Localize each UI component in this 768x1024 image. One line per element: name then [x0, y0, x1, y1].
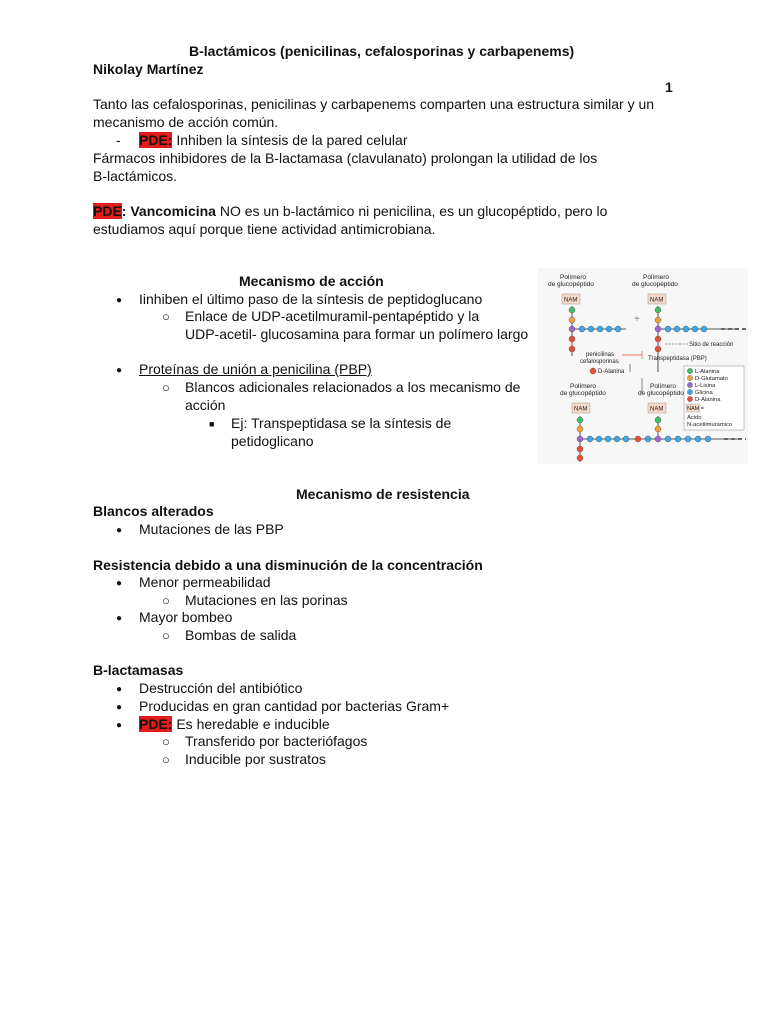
legend-swatch-d-alanine: [687, 396, 692, 401]
polymer-label: Polímero: [570, 383, 597, 390]
nam-label: NAM: [650, 297, 664, 304]
legend-label: D-Alanina: [695, 397, 721, 403]
glycine-dot: [665, 326, 671, 332]
polymer-label: Polímero: [560, 274, 587, 281]
l-lysine-dot: [577, 436, 583, 442]
list-item: Bombas de salida: [185, 627, 297, 643]
drug-label: cefalosporinas: [580, 359, 619, 365]
legend-label: Glicina: [695, 390, 713, 396]
bullet-marker: [116, 609, 122, 625]
legend-label: N-acetilmurámico: [687, 422, 733, 428]
circle-marker: [162, 592, 170, 608]
plus-sign: +: [634, 314, 640, 325]
bullet-marker: [116, 521, 122, 537]
intro-line: Fármacos inhibidores de la B-lactamasa (clavulanato) prolongan la utilidad de los: [93, 150, 598, 166]
glycine-dot: [675, 436, 681, 442]
subsection-heading: Blancos alterados: [93, 503, 214, 519]
section-heading: Mecanismo de acción: [239, 273, 384, 289]
vancomicina-label: Vancomicina: [130, 203, 216, 219]
l-alanine-dot: [577, 417, 583, 423]
list-item: Blancos adicionales relacionados a los mecanismo de: [185, 379, 521, 395]
legend-label: Ácido: [687, 415, 702, 421]
glycine-dot: [674, 326, 680, 332]
subsection-heading: Resistencia debido a una disminución de la concentración: [93, 557, 483, 573]
glycine-dot: [701, 326, 707, 332]
d-alanine-dot: [577, 446, 583, 452]
glycine-dot: [695, 436, 701, 442]
polymer-label: de glucopéptido: [560, 390, 606, 397]
circle-marker: [162, 751, 170, 767]
glycine-dot: [614, 436, 620, 442]
pde-list-item: [139, 716, 330, 732]
peptidoglycan-diagram: [538, 268, 748, 464]
glycine-dot: [605, 436, 611, 442]
nam-label: NAM: [650, 406, 664, 413]
page-number: 1: [665, 79, 673, 95]
polymer-label: Polímero: [650, 383, 677, 390]
l-lysine-dot: [569, 326, 575, 332]
intro-line: mecanismo de acción común.: [93, 114, 279, 130]
circle-marker: [162, 308, 170, 324]
list-item: Menor permeabilidad: [139, 574, 271, 590]
list-item-continued: acción: [185, 397, 226, 413]
subsection-heading: B-lactamasas: [93, 662, 184, 678]
l-lysine-dot: [655, 326, 661, 332]
legend-swatch-d-glutamate: [687, 375, 692, 380]
glycine-dot: [623, 436, 629, 442]
author-name: Nikolay Martínez: [93, 61, 204, 77]
polymer-label: de glucopéptido: [632, 281, 678, 288]
d-alanine-label: D-Alanina: [598, 369, 625, 375]
d-alanine-dot: [635, 436, 641, 442]
legend-swatch-l-alanine: [687, 368, 692, 373]
glycine-dot: [705, 436, 711, 442]
list-item: Mutaciones de las PBP: [139, 521, 284, 537]
d-glutamate-dot: [655, 317, 661, 323]
pde-colon: :: [121, 203, 131, 219]
bullet-marker: [116, 574, 122, 590]
legend-label: L-Alanina: [695, 369, 720, 375]
legend-label: D-Glutamato: [695, 376, 728, 382]
bullet-marker: [116, 698, 122, 714]
section-heading: Mecanismo de resistencia: [296, 486, 470, 502]
legend-swatch-l-lysine: [687, 382, 692, 387]
polymer-label: de glucopéptido: [548, 281, 594, 288]
l-alanine-dot: [655, 307, 661, 313]
polymer-label: Polímero: [643, 274, 670, 281]
list-item: Inducible por sustratos: [185, 751, 326, 767]
l-alanine-dot: [655, 417, 661, 423]
legend-swatch-glycine: [687, 389, 692, 394]
list-item: Mayor bombeo: [139, 609, 233, 625]
d-alanine-dot: [655, 346, 661, 352]
list-item-continued: UDP-acetil- glucosamina para formar un polímero largo: [185, 326, 529, 342]
l-alanine-dot: [569, 307, 575, 313]
drug-label: penicilinas: [586, 352, 615, 358]
nam-label: NAM: [564, 297, 578, 304]
glycine-dot: [588, 326, 594, 332]
square-marker: [209, 415, 214, 431]
glycine-dot: [645, 436, 651, 442]
released-d-alanine-dot: [590, 368, 596, 374]
list-item-continued: petidoglicano: [231, 433, 314, 449]
pde-tag: PDE:: [139, 716, 173, 732]
glycine-dot: [685, 436, 691, 442]
list-item: Enlace de UDP-acetilmuramil-pentapéptido y la: [185, 308, 480, 324]
glycine-dot: [692, 326, 698, 332]
d-glutamate-dot: [569, 317, 575, 323]
pde-text: Inhiben la síntesis de la pared celular: [172, 132, 408, 148]
glycine-dot: [596, 436, 602, 442]
reaction-site-label: Sitio de reacción: [689, 342, 734, 348]
bullet-marker: [116, 680, 122, 696]
d-alanine-dot: [655, 336, 661, 342]
list-item: Transferido por bacteriófagos: [185, 733, 368, 749]
list-item: Producidas en gran cantidad por bacterias Gram+: [139, 698, 450, 714]
pde-tag: PDE: [93, 203, 122, 219]
list-item: Mutaciones en las porinas: [185, 592, 348, 608]
nam-label: NAM: [574, 406, 588, 413]
pde-text: Es heredable e inducible: [172, 716, 330, 732]
d-glutamate-dot: [655, 426, 661, 432]
glycine-dot: [587, 436, 593, 442]
pde-tag: PDE:: [139, 132, 173, 148]
l-lysine-dot: [655, 436, 661, 442]
circle-marker: [162, 733, 170, 749]
list-item: Proteínas de unión a penicilina (PBP): [139, 361, 372, 377]
glycine-dot: [579, 326, 585, 332]
circle-marker: [162, 627, 170, 643]
bullet-marker: [116, 291, 122, 307]
intro-line: Tanto las cefalosporinas, penicilinas y carbapenems comparten una estructura similar y un: [93, 96, 655, 112]
list-item: Destrucción del antibiótico: [139, 680, 303, 696]
dash-marker: [116, 132, 121, 148]
document-title: B-lactámicos (penicilinas, cefalosporinas y carbapenems): [189, 43, 575, 59]
glycine-dot: [597, 326, 603, 332]
d-alanine-dot: [569, 336, 575, 342]
circle-marker: [162, 379, 170, 395]
pde-note: [139, 132, 408, 148]
pde-text: NO es un b-lactámico ni penicilina, es un glucopéptido, pero lo: [215, 203, 608, 219]
list-item: Ej: Transpeptidasa se la síntesis de: [231, 415, 452, 431]
polymer-label: de glucopéptido: [638, 390, 684, 397]
legend-label: L-Lisina: [695, 383, 716, 389]
glycine-dot: [615, 326, 621, 332]
legend-nam-label: NAM =: [687, 406, 704, 412]
bullet-marker: [116, 716, 122, 732]
bullet-marker: [116, 361, 122, 377]
d-alanine-dot: [577, 455, 583, 461]
intro-line: B-lactámicos.: [93, 168, 178, 184]
transpeptidase-label: Transpeptidasa (PBP): [648, 356, 707, 362]
glycine-dot: [606, 326, 612, 332]
d-glutamate-dot: [577, 426, 583, 432]
d-alanine-dot: [569, 346, 575, 352]
list-item: Iinhiben el último paso de la síntesis de peptidoglucano: [139, 291, 483, 307]
glycine-dot: [665, 436, 671, 442]
glycine-dot: [683, 326, 689, 332]
pde-vancomicina-note: [93, 203, 607, 219]
intro-line: estudiamos aquí porque tiene actividad antimicrobiana.: [93, 221, 436, 237]
